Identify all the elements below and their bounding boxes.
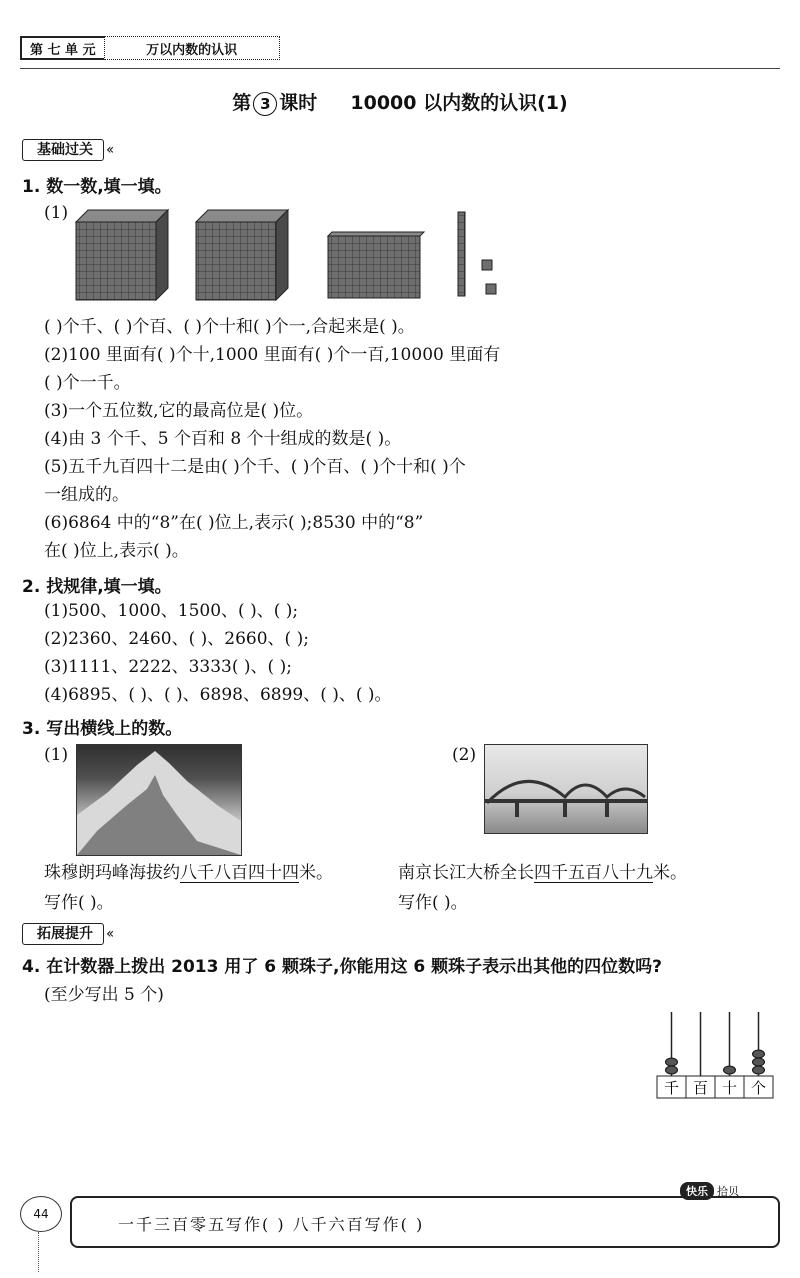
q3-text2-underlined: 四千五百八十九: [534, 863, 653, 883]
q2-line1: (1)500、1000、1500、( )、( );: [44, 601, 299, 621]
footer-question: 一千三百零五写作( ) 八千六百写作( ): [118, 1215, 425, 1234]
lesson-title: [0, 88, 800, 116]
hundred-flat: [328, 232, 424, 298]
unit-tag: [20, 36, 280, 60]
mountain-photo: [76, 744, 242, 856]
q3-text1-pre: 珠穆朗玛峰海拔约: [44, 863, 180, 883]
q3-text2-post: 米。: [653, 863, 687, 883]
page-dots-decoration: [38, 1232, 39, 1272]
q1-part1-label: (1): [44, 203, 69, 223]
unit-title: 万以内数的认识: [104, 36, 280, 60]
abacus-bead: [753, 1050, 765, 1058]
q3-text-2: [398, 862, 687, 884]
q2-line2: (2)2360、2460、( )、2660、( );: [44, 629, 309, 649]
abacus-figure: [656, 1010, 774, 1100]
q1-part5-line1: (5)五千九百四十二是由( )个千、( )个百、( )个十和( )个: [44, 457, 466, 477]
header-rule: [20, 68, 780, 69]
brand-name-2: 拾贝: [717, 1185, 739, 1198]
question-4-line2: (至少写出 5 个): [44, 985, 164, 1005]
q1-part3: (3)一个五位数,它的最高位是( )位。: [44, 401, 314, 421]
section-basic: [22, 138, 111, 162]
q3-label-2: (2): [452, 745, 477, 765]
ten-rod: [458, 212, 465, 296]
q3-write-1: 写作( )。: [44, 893, 114, 913]
lesson-prefix: 第: [232, 92, 252, 114]
abacus-bead: [666, 1066, 678, 1074]
question-2-heading: 2. 找规律,填一填。: [22, 577, 172, 597]
q1-part5-line2: 一组成的。: [44, 485, 129, 505]
question-4-line1: 4. 在计数器上拨出 2013 用了 6 颗珠子,你能用这 6 颗珠子表示出其他的四位数吗?: [22, 957, 663, 977]
thousand-cube-2: [196, 210, 288, 300]
abacus-label-thousands: 千: [663, 1079, 680, 1097]
abacus-bead: [753, 1066, 765, 1074]
abacus-label-ones: 个: [750, 1079, 767, 1097]
q1-part6-line1: (6)6864 中的“8”在( )位上,表示( );8530 中的“8”: [44, 513, 424, 533]
question-3-heading: 3. 写出横线上的数。: [22, 719, 183, 739]
q3-write-2: 写作( )。: [398, 893, 468, 913]
q1-part2-line1: (2)100 里面有( )个十,1000 里面有( )个一百,10000 里面有: [44, 345, 501, 365]
q3-label-1: (1): [44, 745, 69, 765]
brand-name-1: 快乐: [680, 1182, 714, 1200]
lesson-suffix: 课时: [279, 92, 318, 114]
question-1-heading: 1. 数一数,填一填。: [22, 177, 172, 197]
unit-label: 第 七 单 元: [20, 36, 104, 60]
q2-line4: (4)6895、( )、( )、6898、6899、( )、( )。: [44, 685, 392, 705]
chevron-left-icon: ‹‹: [106, 926, 112, 942]
q3-text1-post: 米。: [299, 863, 333, 883]
q1-part4: (4)由 3 个千、5 个百和 8 个十组成的数是( )。: [44, 429, 402, 449]
bridge-photo: [484, 744, 648, 834]
q3-text2-pre: 南京长江大桥全长: [398, 863, 534, 883]
q1-part2-line2: ( )个一千。: [44, 373, 131, 393]
abacus-bead: [724, 1066, 736, 1074]
section-basic-label: 基础过关: [22, 139, 104, 161]
lesson-number: 3: [253, 92, 277, 116]
abacus-label-hundreds: 百: [692, 1079, 709, 1097]
lesson-name: 10000 以内数的认识(1): [350, 92, 568, 114]
q3-text-1: [44, 862, 333, 884]
base-ten-blocks-figure: [72, 208, 512, 302]
page-number: 44: [20, 1196, 62, 1232]
abacus-bead: [753, 1058, 765, 1066]
unit-cube-1: [482, 260, 492, 270]
q1-part1-line: ( )个千、( )个百、( )个十和( )个一,合起来是( )。: [44, 317, 415, 337]
q3-text1-underlined: 八千八百四十四: [180, 863, 299, 883]
q1-part6-line2: 在( )位上,表示( )。: [44, 541, 189, 561]
thousand-cube-1: [76, 210, 168, 300]
section-extend: [22, 922, 111, 946]
abacus-bead: [666, 1058, 678, 1066]
section-extend-label: 拓展提升: [22, 923, 104, 945]
unit-cube-2: [486, 284, 496, 294]
abacus-label-tens: 十: [721, 1079, 738, 1097]
q2-line3: (3)1111、2222、3333( )、( );: [44, 657, 292, 677]
chevron-left-icon: ‹‹: [106, 142, 112, 158]
